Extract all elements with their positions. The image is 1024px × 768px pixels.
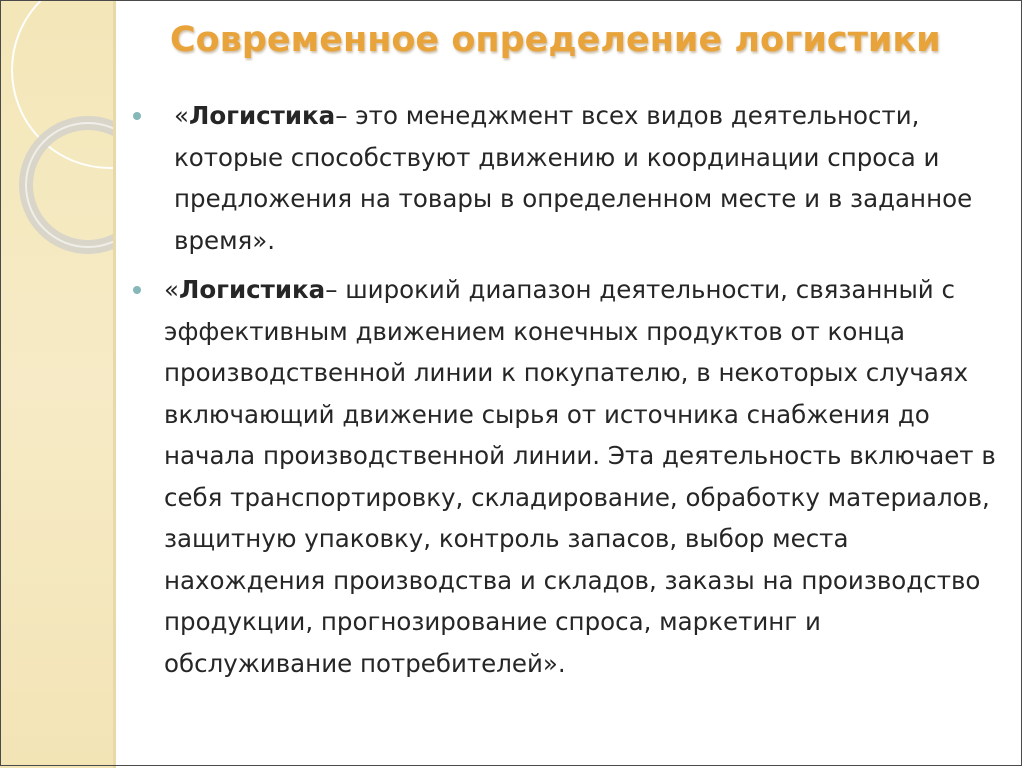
term-label: Логистика (189, 101, 336, 130)
definition-text: – широкий диапазон деятельности, связанный с эффективным движением конечных продуктов от конца производственной линии к покупателю, в некоторых случаях включающий движение сырья от источника снабжения до начала производственной линии. Эта деятельность включает в себя транспортировку, складирование, обработку материалов, защитную упаковку, контроль запасов, выбор места нахождения производства и складов, заказы на производство продукции, прогнозирование спроса, маркетинг и обслуживание потребителей». (164, 275, 996, 678)
list-item-text (164, 269, 1008, 684)
circle-rings-decoration (0, 0, 113, 300)
term-label: Логистика (179, 275, 326, 304)
quote-open: « (174, 101, 189, 130)
quote-open: « (164, 275, 179, 304)
sidebar-edge (113, 0, 116, 768)
definition-text: – это менеджмент всех видов деятельности, которые способствуют движению и координации спроса и предложения на товары в определенном месте и в заданное время». (174, 101, 973, 255)
decorative-sidebar (0, 0, 113, 768)
bullet-list (128, 95, 1008, 692)
slide-title: Современное определение логистики (170, 20, 941, 60)
list-item-text (164, 95, 1008, 261)
list-item (128, 95, 1008, 261)
bullet-dot-icon (133, 286, 141, 294)
list-item (128, 269, 1008, 684)
bullet-dot-icon (133, 112, 141, 120)
